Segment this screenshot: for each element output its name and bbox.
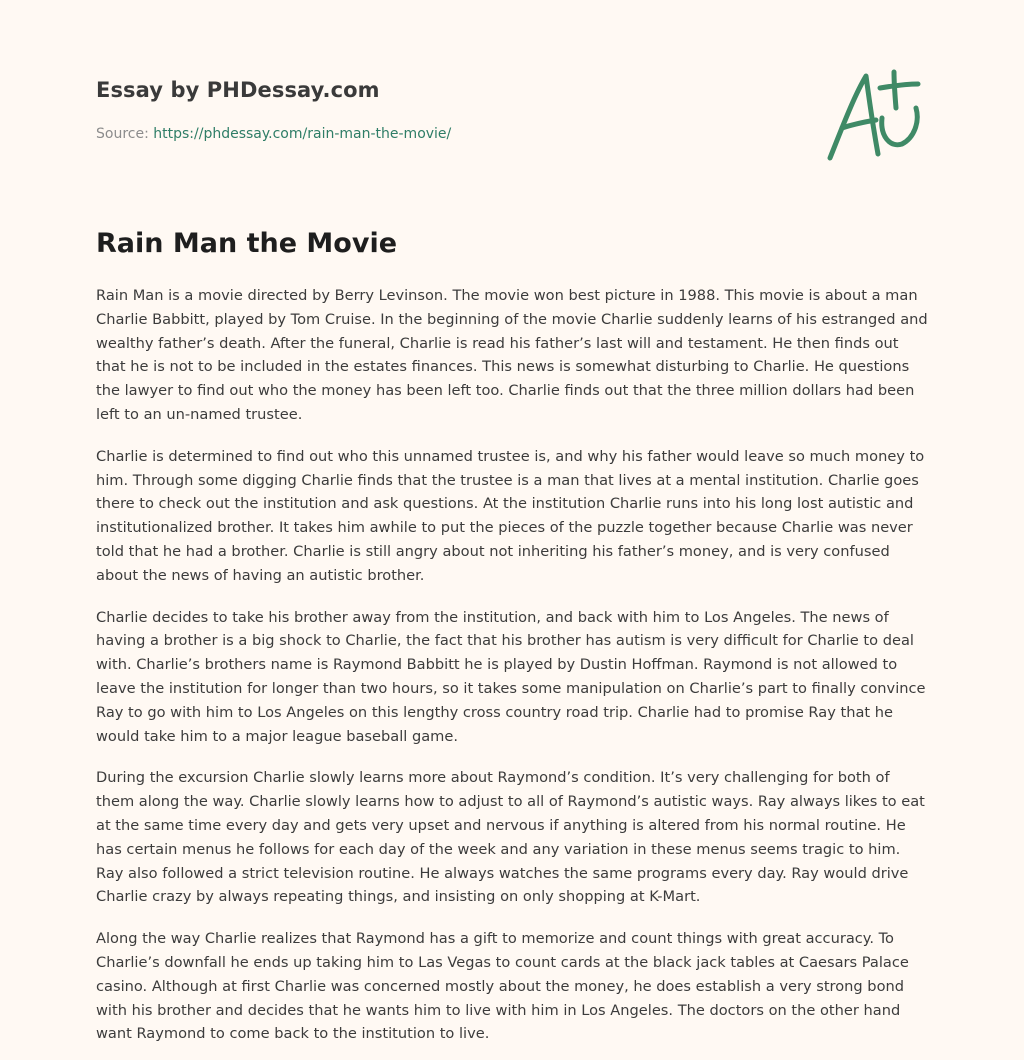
essay-header	[96, 76, 796, 144]
source-line	[96, 124, 796, 144]
site-brand: Essay by PHDessay.com	[96, 78, 380, 102]
source-label: Source:	[96, 126, 149, 142]
source-link[interactable]: https://phdessay.com/rain-man-the-movie/	[153, 126, 452, 142]
essay-title: Rain Man the Movie	[96, 228, 398, 259]
essay-body	[96, 284, 932, 1060]
a-plus-grade-icon	[820, 66, 930, 166]
essay-paragraph: Along the way Charlie realizes that Raymond has a gift to memorize and count things with great accuracy. To Charlie’s downfall he ends up taking him to Las Vegas to count cards at the black jack tables at Caesars Palace casino. Although at first Charlie was concerned mostly about the money, he does establish a very strong bond with his brother and decides that he wants him to live with him in Los Angeles. The doctors on the other hand want Raymond to come back to the institution to live.	[96, 930, 909, 1043]
essay-paragraph: Charlie decides to take his brother away from the institution, and back with him to Los Angeles. The news of having a brother is a big shock to Charlie, the fact that his brother has autism is very difficult for Charlie to deal with. Charlie’s brothers name is Raymond Babbitt he is played by Dustin Hoffman. Raymond is not allowed to leave the institution for longer than two hours, so it takes some manipulation on Charlie’s part to finally convince Ray to go with him to Los Angeles on this lengthy cross country road trip. Charlie had to promise Ray that he would take him to a major league baseball game.	[96, 608, 926, 745]
essay-paragraph: Rain Man is a movie directed by Berry Levinson. The movie won best picture in 1988. This movie is about a man Charlie Babbitt, played by Tom Cruise. In the beginning of the movie Charlie suddenly learns of his estranged and wealthy father’s death. After the funeral, Charlie is read his father’s last will and testament. He then finds out that he is not to be included in the estates finances. This news is somewhat disturbing to Charlie. He questions the lawyer to find out who the money has been left too. Charlie finds out that the three million dollars had been left to an un-named trustee.	[96, 287, 928, 423]
essay-paragraph: Charlie is determined to find out who this unnamed trustee is, and why his father would leave so much money to him. Through some digging Charlie finds that the trustee is a man that lives at a mental institution. Charlie goes there to check out the institution and ask questions. At the institution Charlie runs into his long lost autistic and institutionalized brother. It takes him awhile to put the pieces of the puzzle together because Charlie was never told that he had a brother. Charlie is still angry about not inheriting his father’s money, and is very confused about the news of having an autistic brother.	[96, 447, 925, 584]
essay-paragraph: During the excursion Charlie slowly learns more about Raymond’s condition. It’s very challenging for both of them along the way. Charlie slowly learns how to adjust to all of Raymond’s autistic ways. Ray always likes to eat at the same time every day and gets very upset and nervous if anything is altered from his normal routine. He has certain menus he follows for each day of the week and any variation in these menus seems tragic to him. Ray also followed a strict television routine. He always watches the same programs every day. Ray would drive Charlie crazy by always repeating things, and insisting on only shopping at K-Mart.	[96, 769, 925, 906]
